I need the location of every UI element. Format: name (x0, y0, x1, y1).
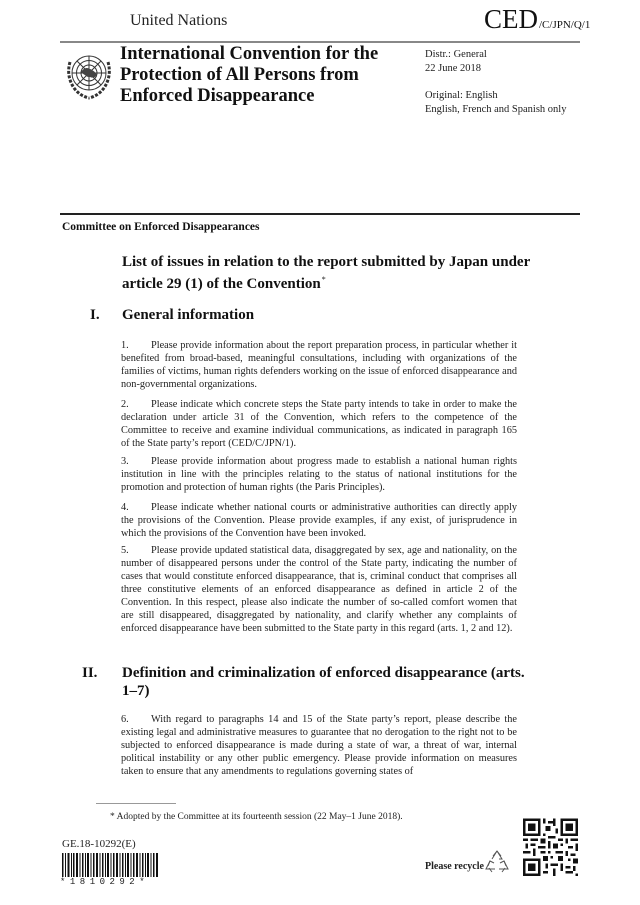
committee-name: Committee on Enforced Disappearances (62, 221, 260, 233)
paragraph-text: Please provide information about progress made to establish a national human rights institution in line with the principles relating to the status of national institutions for the promotion and protection of human rights (the Paris Principles). (121, 456, 517, 493)
section-title: General information (122, 307, 255, 323)
paragraph (121, 455, 517, 494)
barcode-number: *1810292* (60, 877, 150, 887)
document-symbol (484, 4, 590, 35)
paragraph-text: Please indicate whether national courts or administrative authorities can directly apply the provisions of the Convention. Please provide examples, if any exist, of jurisprudence in which the provisions of the Convention have been invoked. (121, 502, 517, 539)
paragraph (121, 398, 517, 450)
paragraph-number: 5. (121, 545, 129, 556)
date: 22 June 2018 (425, 62, 481, 74)
qr-code-icon (523, 818, 578, 876)
symbol-suffix: /C/JPN/Q/1 (539, 19, 591, 31)
title-rule (60, 213, 580, 215)
paragraph-number: 6. (121, 714, 129, 725)
paragraph-text: Please provide updated statistical data, disaggregated by sex, age and nationality, on the number of disappeared persons under the control of the State party, indicating the number of cases that would constitute enforced disappearance, that is, criminal conduct that comprises all three constitutive elements of an enforced disappearance as defined in article 2 of the Convention. In this respect, please also indicate the number of so-called comfort women that are still disappeared, disaggregated by nationality, and clarify whether any complaints of enforced disappearance have been submitted to the State party in this regard (arts. 1, 2 and 12). (121, 545, 517, 634)
footnote-marker: * (321, 275, 326, 284)
distribution: Distr.: General (425, 49, 487, 60)
recycle-icon (484, 848, 510, 874)
document-title-text: List of issues in relation to the report submitted by Japan under article 29 (1) of the Convention (122, 254, 530, 292)
paragraph-number: 1. (121, 340, 129, 351)
job-number: GE.18-10292(E) (62, 838, 136, 850)
paragraph-text: With regard to paragraphs 14 and 15 of the State party’s report, please describe the existing legal and administrative measures to guarantee that no derogation to the right not to be subjected to enforced disappearance is made during a state of war, a threat of war, internal political instability or any other public emergency. Please provide information on measures taken to ensure that any amendments to regulations governing states of (121, 714, 517, 777)
barcode-icon (62, 853, 158, 877)
distribution-block (425, 48, 566, 116)
un-emblem-icon (62, 48, 116, 102)
paragraph-text: Please provide information about the report preparation process, in particular whether it benefited from broad-based, meaningful consultations, including with organizations of the families of victims, human rights defenders working on the issue of enforced disappearance and non-governmental organizations. (121, 340, 517, 390)
paragraph (121, 339, 517, 391)
convention-title: International Convention for the Protection of All Persons from Enforced Disappearance (120, 44, 379, 106)
section-number: II. (82, 665, 98, 681)
paragraph (121, 544, 517, 635)
languages: English, French and Spanish only (425, 103, 567, 115)
original-language: Original: English (425, 90, 498, 101)
paragraph-number: 4. (121, 502, 129, 513)
document-title (122, 253, 532, 293)
section-title: Definition and criminalization of enforced disappearance (arts. 1–7) (122, 665, 525, 699)
paragraph (121, 713, 517, 778)
header-rule (60, 41, 580, 43)
paragraph-number: 2. (121, 399, 129, 410)
section-number: I. (90, 307, 100, 323)
footnote-rule (96, 803, 176, 804)
symbol-main: CED (484, 4, 538, 34)
organization-name: United Nations (130, 12, 228, 29)
paragraph-text: Please indicate which concrete steps the State party intends to take in order to make the declaration under article 31 of the Convention, which refers to the competence of the Committee to receive and examine individual communications, as indicated in paragraph 165 of the State party’s report (CED/C/JPN/1). (121, 399, 517, 449)
paragraph-number: 3. (121, 456, 129, 467)
recycle-label: Please recycle (425, 861, 484, 872)
paragraph (121, 501, 517, 540)
footnote: * Adopted by the Committee at its fourteenth session (22 May–1 June 2018). (110, 812, 403, 822)
